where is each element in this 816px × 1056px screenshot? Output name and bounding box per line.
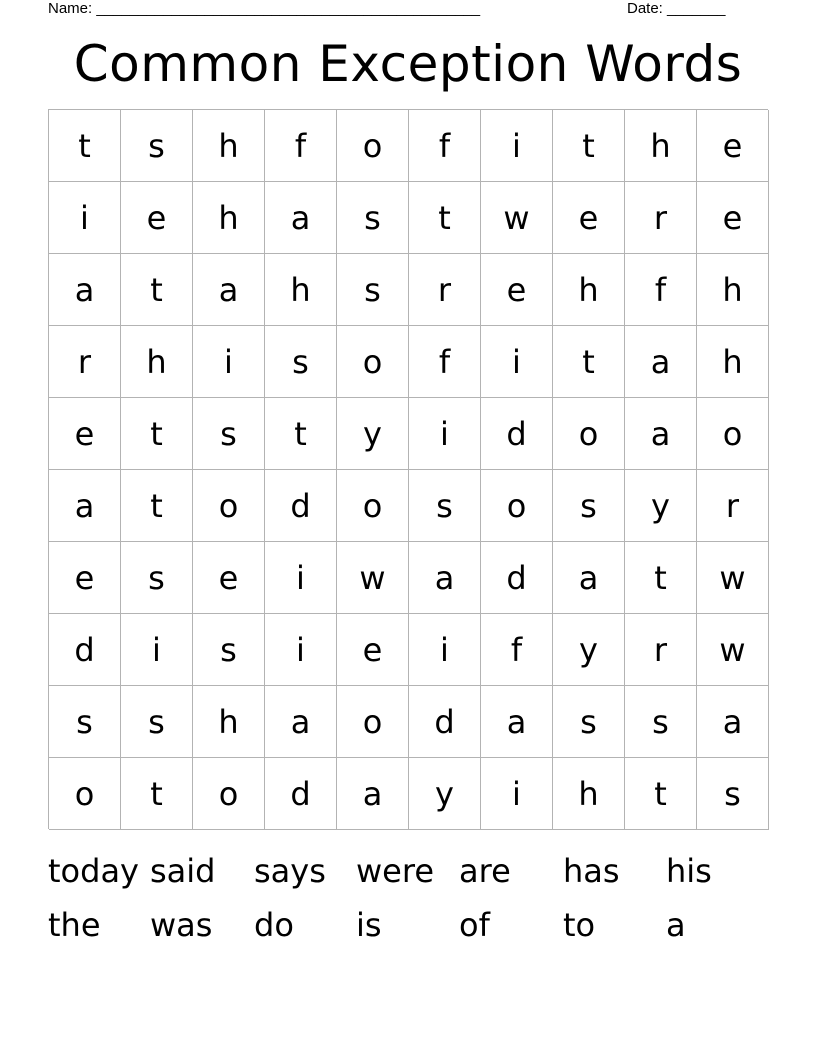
grid-cell: o <box>337 110 409 182</box>
word-list-item: of <box>459 906 490 944</box>
grid-cell: e <box>193 542 265 614</box>
word-list-row <box>48 846 768 900</box>
grid-cell: t <box>553 110 625 182</box>
grid-cell: r <box>409 254 481 326</box>
grid-cell: d <box>481 542 553 614</box>
grid-cell: o <box>49 758 121 830</box>
grid-cell: t <box>265 398 337 470</box>
grid-cell: i <box>265 614 337 686</box>
grid-cell: s <box>625 686 697 758</box>
grid-cell: h <box>121 326 193 398</box>
grid-cell: a <box>409 542 481 614</box>
grid-cell: o <box>337 470 409 542</box>
grid-cell: s <box>193 614 265 686</box>
grid-cell: y <box>553 614 625 686</box>
grid-cell: a <box>49 470 121 542</box>
word-list-item: his <box>666 852 712 890</box>
grid-cell: i <box>409 614 481 686</box>
grid-cell: o <box>337 686 409 758</box>
grid-cell: w <box>481 182 553 254</box>
grid-cell: i <box>481 758 553 830</box>
grid-cell: a <box>553 542 625 614</box>
grid-cell: o <box>193 470 265 542</box>
grid-cell: a <box>481 686 553 758</box>
grid-cell: t <box>49 110 121 182</box>
grid-cell: a <box>625 326 697 398</box>
date-field-label: Date: _______ <box>627 0 726 17</box>
header <box>48 0 748 20</box>
grid-cell: t <box>625 542 697 614</box>
page-title: Common Exception Words <box>73 35 743 93</box>
grid-cell: s <box>697 758 769 830</box>
grid-cell: e <box>697 110 769 182</box>
grid-cell: d <box>265 470 337 542</box>
grid-cell: d <box>265 758 337 830</box>
name-field-label: Name: ______________________________________________ <box>48 0 481 17</box>
grid-cell: a <box>193 254 265 326</box>
word-list-item: a <box>666 906 686 944</box>
grid-cell: t <box>121 470 193 542</box>
grid-cell: e <box>337 614 409 686</box>
word-list-row <box>48 900 768 954</box>
grid-cell: e <box>697 182 769 254</box>
grid-cell: d <box>49 614 121 686</box>
grid-cell: a <box>265 182 337 254</box>
grid-cell: f <box>409 326 481 398</box>
word-list-item: has <box>563 852 620 890</box>
grid-cell: e <box>553 182 625 254</box>
grid-cell: o <box>481 470 553 542</box>
grid-cell: s <box>121 542 193 614</box>
grid-cell: o <box>553 398 625 470</box>
grid-cell: y <box>409 758 481 830</box>
grid-cell: i <box>265 542 337 614</box>
grid-cell: w <box>697 542 769 614</box>
grid-cell: h <box>625 110 697 182</box>
grid-cell: a <box>49 254 121 326</box>
grid-cell: a <box>265 686 337 758</box>
grid-cell: e <box>121 182 193 254</box>
grid-cell: o <box>193 758 265 830</box>
grid-cell: a <box>697 686 769 758</box>
grid-cell: s <box>121 686 193 758</box>
word-search-grid <box>48 109 768 829</box>
grid-cell: s <box>553 686 625 758</box>
grid-cell: o <box>337 326 409 398</box>
grid-cell: h <box>553 758 625 830</box>
grid-cell: i <box>121 614 193 686</box>
word-list-item: was <box>150 906 213 944</box>
grid-cell: f <box>265 110 337 182</box>
grid-cell: e <box>49 542 121 614</box>
word-list-item: do <box>254 906 294 944</box>
grid-cell: f <box>409 110 481 182</box>
grid-cell: f <box>481 614 553 686</box>
grid-cell: f <box>625 254 697 326</box>
grid-cell: t <box>121 758 193 830</box>
grid-cell: h <box>193 686 265 758</box>
grid-cell: s <box>265 326 337 398</box>
grid-cell: i <box>481 326 553 398</box>
grid-cell: t <box>625 758 697 830</box>
grid-cell: w <box>337 542 409 614</box>
grid-cell: w <box>697 614 769 686</box>
grid-cell: s <box>121 110 193 182</box>
grid-cell: h <box>193 182 265 254</box>
grid-cell: h <box>697 254 769 326</box>
grid-cell: y <box>625 470 697 542</box>
grid-cell: s <box>193 398 265 470</box>
grid-cell: a <box>625 398 697 470</box>
word-list-item: to <box>563 906 596 944</box>
grid-cell: a <box>337 758 409 830</box>
grid-cell: d <box>481 398 553 470</box>
grid-cell: t <box>409 182 481 254</box>
grid-cell: h <box>553 254 625 326</box>
grid-cell: i <box>49 182 121 254</box>
word-list-item: said <box>150 852 216 890</box>
grid-cell: i <box>481 110 553 182</box>
word-list-item: is <box>356 906 382 944</box>
grid-cell: t <box>121 398 193 470</box>
grid-cell: y <box>337 398 409 470</box>
grid-cell: r <box>625 182 697 254</box>
grid-cell: s <box>553 470 625 542</box>
word-list-item: the <box>48 906 101 944</box>
grid-cell: s <box>337 254 409 326</box>
grid-cell: s <box>337 182 409 254</box>
word-list-item: says <box>254 852 326 890</box>
word-list <box>48 846 768 954</box>
grid-cell: e <box>49 398 121 470</box>
grid-cell: t <box>553 326 625 398</box>
grid-cell: h <box>193 110 265 182</box>
word-list-item: are <box>459 852 511 890</box>
word-list-item: today <box>48 852 139 890</box>
grid-cell: d <box>409 686 481 758</box>
word-list-item: were <box>356 852 434 890</box>
grid-cell: h <box>697 326 769 398</box>
grid-cell: h <box>265 254 337 326</box>
grid-cell: e <box>481 254 553 326</box>
grid-cell: s <box>409 470 481 542</box>
grid-cell: o <box>697 398 769 470</box>
grid-cell: t <box>121 254 193 326</box>
grid-cell: r <box>697 470 769 542</box>
grid-cell: s <box>49 686 121 758</box>
grid-cell: r <box>625 614 697 686</box>
grid-cell: i <box>409 398 481 470</box>
grid-cell: r <box>49 326 121 398</box>
grid-cell: i <box>193 326 265 398</box>
